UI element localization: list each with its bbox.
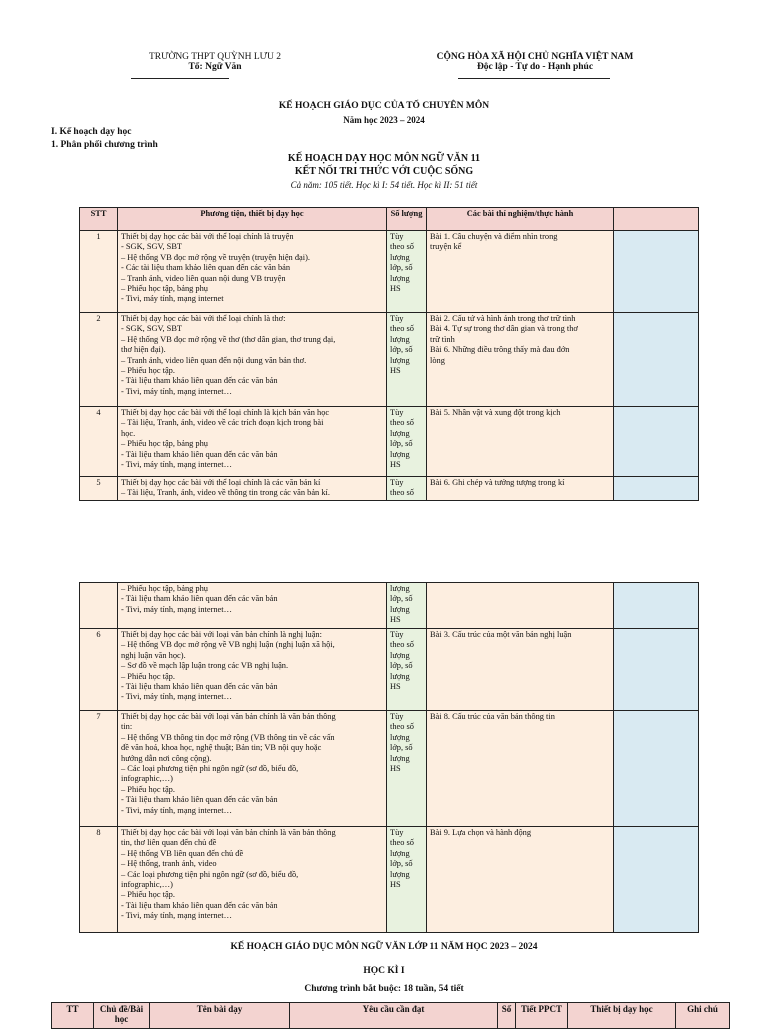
row-lessons [427, 711, 614, 827]
equipment-line: học. [121, 428, 136, 438]
equipment-line: - Các tài liệu tham khảo liên quan đến các văn bản [121, 263, 291, 273]
lesson-line: Bài 1. Câu chuyện và điểm nhìn trong [430, 232, 558, 241]
header-right-rule [458, 78, 610, 79]
quantity-line: Tùy [390, 232, 404, 241]
equipment-line: – Phiếu học tập. [121, 366, 175, 376]
quantity-line: lớp, số [390, 594, 413, 604]
quantity-line: Tùy [390, 828, 404, 837]
semester-label: HỌC KÌ I [363, 966, 405, 976]
equipment-line: - Tivi, máy tính, mạng internet… [121, 460, 232, 470]
equipment-line: Thiết bị dạy học các bài với thể loại chính là truyện [121, 232, 294, 241]
quantity-line: HS [390, 460, 401, 470]
equipment-line: - Tivi, máy tính, mạng internet [121, 294, 224, 304]
period-note: Cả năm: 105 tiết. Học kì I: 54 tiết. Học kì II: 51 tiết [290, 180, 478, 190]
equipment-line: - SGK, SGV, SBT [121, 242, 183, 252]
row-quantity [387, 711, 427, 827]
row-quantity [387, 583, 427, 629]
table-row [80, 477, 699, 501]
row-stt [80, 583, 118, 629]
quantity-line: lớp, số [390, 345, 413, 355]
quantity-line: theo số [390, 640, 414, 650]
row-blank [614, 827, 699, 933]
equipment-table-continued [79, 582, 699, 933]
equipment-line: – Phiếu học tập, bảng phụ [121, 439, 208, 449]
quantity-line: theo số [390, 722, 414, 732]
row-blank [614, 407, 699, 477]
equipment-line: – Tranh ảnh, video liên quan đến nội dung văn bản thơ. [121, 355, 307, 365]
row-quantity [387, 231, 427, 313]
row-equipment [118, 629, 387, 711]
quantity-line: theo số [390, 838, 414, 848]
row-stt: 5 [80, 477, 118, 501]
row-stt: 6 [80, 629, 118, 711]
quantity-line: theo số [390, 242, 414, 252]
equipment-line: - Tivi, máy tính, mạng internet… [121, 386, 232, 396]
row-stt: 8 [80, 827, 118, 933]
quantity-line: lớp, số [390, 661, 413, 671]
equipment-line: Thiết bị dạy học các bài với thể loại chính là thơ: [121, 314, 286, 323]
equipment-line: - Tivi, máy tính, mạng internet… [121, 604, 232, 614]
equipment-line: – Phiếu học tập. [121, 784, 175, 794]
equipment-line: – Hệ thống VB đọc mở rộng về VB nghị luận (nghị luận xã hội, [121, 640, 335, 650]
school-name: TRƯỜNG THPT QUỲNH LƯU 2 [148, 52, 282, 62]
quantity-line: lượng [390, 671, 410, 681]
equipment-table-continued-body [80, 583, 699, 933]
quantity-line: lượng [390, 449, 410, 459]
quantity-line: theo số [390, 488, 414, 498]
quantity-line: lượng [390, 584, 410, 593]
plan-subtitle: KẾT NỐI TRI THỨC VỚI CUỘC SỐNG [294, 166, 474, 177]
equipment-line: - Tài liệu tham khảo liên quan đến các văn bản [121, 449, 278, 459]
equipment-line: - Tivi, máy tính, mạng internet… [121, 805, 232, 815]
lesson-line: trữ tình [430, 334, 455, 344]
row-lessons [427, 477, 614, 501]
equipment-line: – Phiếu học tập. [121, 671, 175, 681]
col-header-stt: STT [80, 208, 118, 231]
equipment-line: thơ hiện đại). [121, 345, 166, 355]
equipment-table [79, 207, 699, 501]
lesson-line: Bài 3. Cấu trúc của một văn bản nghị luận [430, 630, 572, 639]
lesson-line: lòng [430, 355, 445, 365]
quantity-line: lớp, số [390, 859, 413, 869]
row-lessons [427, 827, 614, 933]
quantity-line: HS [390, 764, 401, 774]
quantity-line: HS [390, 615, 401, 625]
equipment-line: – Hệ thống VB thông tin đọc mở rộng (VB thông tin về các vấn [121, 732, 335, 742]
subsection-heading: 1. Phân phối chương trình [51, 140, 158, 150]
equipment-line: Thiết bị dạy học các bài với loại văn bản chính là văn bản thông [121, 828, 336, 837]
equipment-line: - Tài liệu tham khảo liên quan đến các văn bản [121, 594, 278, 604]
nation-name: CỘNG HÒA XÃ HỘI CHỦ NGHĨA VIỆT NAM [436, 52, 634, 62]
quantity-line: lượng [390, 753, 410, 763]
row-blank [614, 711, 699, 827]
table-row [80, 629, 699, 711]
row-equipment [118, 231, 387, 313]
col-header-quantity: Số lượng [387, 208, 427, 231]
row-lessons [427, 231, 614, 313]
col-header-lesson-name: Tên bài dạy [150, 1003, 290, 1029]
row-quantity [387, 827, 427, 933]
table-row [80, 313, 699, 407]
row-lessons [427, 583, 614, 629]
row-stt: 4 [80, 407, 118, 477]
equipment-line: – Tranh ảnh, video liên quan nội dung VB truyện [121, 273, 286, 283]
quantity-line: lượng [390, 650, 410, 660]
quantity-line: lượng [390, 848, 410, 858]
col-header-period: Tiết PPCT [516, 1003, 568, 1029]
plan-title: KẾ HOẠCH DẠY HỌC MÔN NGỮ VĂN 11 [287, 153, 481, 164]
quantity-line: lượng [390, 604, 410, 614]
row-blank [614, 583, 699, 629]
row-lessons [427, 629, 614, 711]
equipment-line: Thiết bị dạy học các bài với thể loại chính là các văn bản kí [121, 478, 321, 487]
equipment-line: – Phiếu học tập, bảng phụ [121, 584, 208, 593]
lesson-line: Bài 8. Cấu trúc của văn bản thông tin [430, 712, 555, 721]
lesson-line: Bài 5. Nhân vật và xung đột trong kịch [430, 408, 561, 417]
row-equipment [118, 583, 387, 629]
equipment-line: - Tài liệu tham khảo liên quan đến các văn bản [121, 682, 278, 692]
quantity-line: HS [390, 366, 401, 376]
row-equipment [118, 313, 387, 407]
group-name: Tổ: Ngữ Văn [188, 62, 242, 72]
quantity-line: lớp, số [390, 439, 413, 449]
quantity-line: lượng [390, 355, 410, 365]
equipment-line: tin, thơ liên quan đến chủ đề [121, 838, 217, 848]
row-equipment [118, 827, 387, 933]
doc-title: KẾ HOẠCH GIÁO DỤC CỦA TỔ CHUYÊN MÔN [278, 101, 490, 111]
equipment-line: nghị luận văn học). [121, 650, 186, 660]
col-header-topic: Chủ đề/Bài học [94, 1003, 150, 1029]
row-lessons [427, 407, 614, 477]
equipment-line: – Hệ thống VB liên quan đến chủ đề [121, 848, 244, 858]
equipment-line: - Tivi, máy tính, mạng internet… [121, 911, 232, 921]
lesson-line: Bài 6. Những điều trông thấy mà đau đớn [430, 345, 570, 355]
equipment-line: – Tài liệu, Tranh, ảnh, video về các trích đoạn kịch trong bài [121, 418, 324, 428]
table-row [80, 231, 699, 313]
equipment-line: – Hệ thống, tranh ảnh, video [121, 859, 217, 869]
col-header-number: Số [498, 1003, 516, 1029]
col-header-notes: Ghi chú [676, 1003, 730, 1029]
equipment-line: – Sơ đồ về mạch lập luận trong các VB nghị luận. [121, 661, 289, 671]
quantity-line: lượng [390, 869, 410, 879]
equipment-line: - Tài liệu tham khảo liên quan đến các văn bản [121, 900, 278, 910]
equipment-line: infographic,…) [121, 774, 173, 784]
row-equipment [118, 407, 387, 477]
section-heading: I. Kế hoạch dạy học [51, 127, 132, 137]
bottom-title: KẾ HOẠCH GIÁO DỤC MÔN NGỮ VĂN LỚP 11 NĂM HỌC 2023 – 2024 [230, 942, 538, 952]
row-equipment [118, 711, 387, 827]
quantity-line: Tùy [390, 478, 404, 487]
equipment-line: - SGK, SGV, SBT [121, 324, 183, 334]
quantity-line: theo số [390, 418, 414, 428]
equipment-line: – Các loại phương tiện phi ngôn ngữ (sơ đồ, biểu đồ, [121, 764, 299, 774]
equipment-line: – Phiếu học tập. [121, 890, 175, 900]
quantity-line: lượng [390, 252, 410, 262]
row-stt: 1 [80, 231, 118, 313]
school-year: Năm học 2023 – 2024 [343, 115, 425, 125]
table-row [80, 407, 699, 477]
table-row [80, 711, 699, 827]
equipment-line: - Tài liệu tham khảo liên quan đến các văn bản [121, 376, 278, 386]
quantity-line: lớp, số [390, 743, 413, 753]
nation-motto: Độc lập - Tự do - Hạnh phúc [476, 62, 594, 72]
quantity-line: lượng [390, 732, 410, 742]
equipment-table-body [80, 231, 699, 501]
col-header-blank [614, 208, 699, 231]
quantity-line: HS [390, 284, 401, 294]
lesson-line: truyện kể [430, 242, 462, 252]
lesson-line: Bài 9. Lựa chọn và hành động [430, 828, 532, 837]
quantity-line: Tùy [390, 712, 404, 721]
equipment-line: Thiết bị dạy học các bài với loại văn bản chính là nghị luận: [121, 630, 322, 639]
semester-table [51, 1002, 730, 1029]
lesson-line: Bài 6. Ghi chép và tưởng tượng trong kí [430, 478, 565, 487]
header-left-rule [131, 78, 229, 79]
lesson-line: Bài 4. Tự sự trong thơ dân gian và trong thơ [430, 324, 578, 334]
row-blank [614, 629, 699, 711]
equipment-line: - Tài liệu tham khảo liên quan đến các văn bản [121, 795, 278, 805]
row-blank [614, 231, 699, 313]
row-equipment [118, 477, 387, 501]
equipment-line: – Hệ thống VB đọc mở rộng về thơ (thơ dân gian, thơ trung đại, [121, 334, 336, 344]
equipment-line: – Các loại phương tiện phi ngôn ngữ (sơ đồ, biểu đồ, [121, 869, 299, 879]
equipment-line: - Tivi, máy tính, mạng internet… [121, 692, 232, 702]
quantity-line: lượng [390, 334, 410, 344]
row-quantity [387, 477, 427, 501]
row-quantity [387, 313, 427, 407]
quantity-line: HS [390, 880, 401, 890]
lesson-line: Bài 2. Cấu tứ và hình ảnh trong thơ trữ tình [430, 314, 576, 323]
row-lessons [427, 313, 614, 407]
col-header-devices: Thiết bị dạy học [568, 1003, 676, 1029]
quantity-line: theo số [390, 324, 414, 334]
equipment-line: hướng dẫn nơi công cộng). [121, 753, 212, 763]
quantity-line: Tùy [390, 408, 404, 417]
row-blank [614, 313, 699, 407]
equipment-line: infographic,…) [121, 880, 173, 890]
table-row [80, 583, 699, 629]
quantity-line: Tùy [390, 314, 404, 323]
row-blank [614, 477, 699, 501]
equipment-line: – Tài liệu, Tranh, ảnh, video về thông tin trong các văn bản kí. [121, 488, 330, 498]
equipment-line: Thiết bị dạy học các bài với thể loại chính là kịch bản văn học [121, 408, 330, 417]
equipment-line: tin: [121, 722, 133, 732]
quantity-line: HS [390, 682, 401, 692]
row-stt: 7 [80, 711, 118, 827]
quantity-line: lớp, số [390, 263, 413, 273]
col-header-tt: TT [52, 1003, 94, 1029]
equipment-line: – Phiếu học tập, bảng phụ [121, 284, 208, 294]
col-header-requirements: Yêu cầu cần đạt [290, 1003, 498, 1029]
equipment-line: – Hệ thống VB đọc mở rộng về truyện (truyện hiện đại). [121, 252, 310, 262]
quantity-line: Tùy [390, 630, 404, 639]
col-header-equipment: Phương tiện, thiết bị dạy học [118, 208, 387, 231]
quantity-line: lượng [390, 428, 410, 438]
col-header-lessons: Các bài thí nghiệm/thực hành [427, 208, 614, 231]
row-quantity [387, 407, 427, 477]
quantity-line: lượng [390, 273, 410, 283]
row-quantity [387, 629, 427, 711]
equipment-line: Thiết bị dạy học các bài với loại văn bản chính là văn bản thông [121, 712, 336, 721]
table-row [80, 827, 699, 933]
program-label: Chương trình bắt buộc: 18 tuần, 54 tiết [304, 984, 464, 994]
row-stt: 2 [80, 313, 118, 407]
equipment-line: đề văn hoá, khoa học, nghệ thuật; Bản tin; VB nội quy hoặc [121, 743, 322, 753]
